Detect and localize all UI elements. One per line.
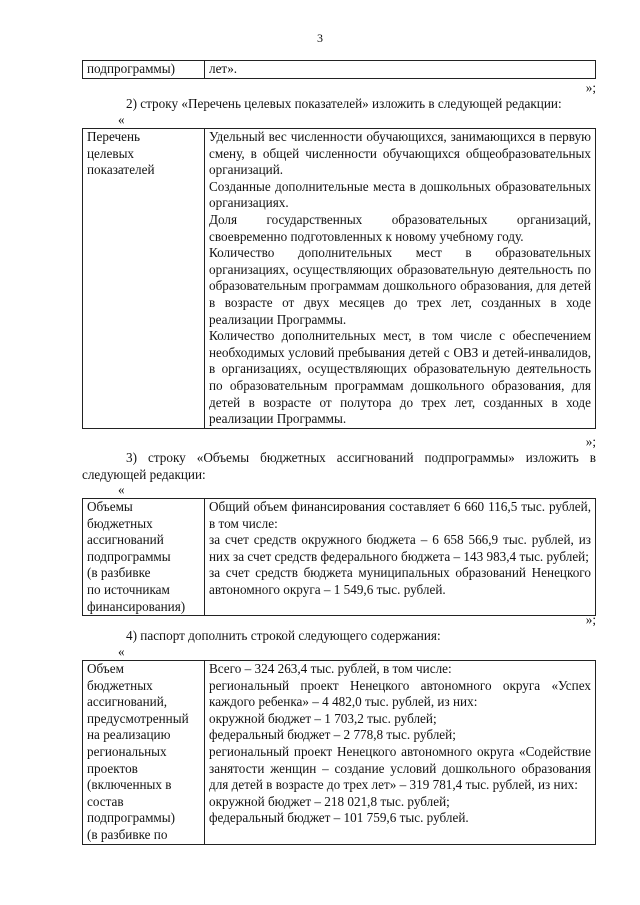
indicator-paragraph: Количество дополнительных мест, в том числе с обеспечением необходимых условий пребывания детей с ОВЗ и детей-инвалидов, в организациях, осуществляющих образовательную деятельность по образовательным программам дошкольного образования, для детей в возрасте от полутора до трех лет, созданных в ходе реализации Программы. <box>209 328 591 427</box>
budget-left-line: Объемы <box>87 499 133 514</box>
indicators-left-line: Перечень <box>87 129 141 144</box>
indicator-paragraph: Созданные дополнительные места в дошкольных образовательных организациях. <box>209 178 591 211</box>
budget-left-line: по источникам <box>87 581 170 597</box>
indicator-paragraph: Удельный вес численности обучающихся, занимающихся в первую смену, в общей численности обучающихся общеобразовательных организаций. <box>209 129 591 178</box>
regional-left-line: проектов <box>87 760 138 776</box>
opening-quote-2: « <box>118 112 125 127</box>
regional-left-line: (включенных в <box>87 777 172 793</box>
page-number: 3 <box>317 31 323 45</box>
table-budget-left <box>83 499 205 616</box>
table-indicators <box>82 128 596 429</box>
table-indicators-left <box>83 129 205 429</box>
table-regional-right <box>205 661 596 845</box>
regional-left-line: подпрограммы) <box>87 810 176 826</box>
regional-left-line: региональных <box>87 743 167 759</box>
regional-left-line: бюджетных <box>87 677 153 693</box>
regional-paragraph: окружной бюджет – 218 021,8 тыс. рублей; <box>209 793 450 809</box>
indicators-left-line: показателей <box>87 162 155 178</box>
regional-left-line: состав <box>87 793 124 809</box>
opening-quote-4: « <box>118 644 125 659</box>
regional-paragraph: Всего – 324 263,4 тыс. рублей, в том числе: <box>209 661 452 676</box>
table-continuation <box>82 60 596 79</box>
table-indicators-right <box>205 129 596 429</box>
budget-left-line: подпрограммы <box>87 548 171 564</box>
table-budget <box>82 498 596 616</box>
regional-left-line: предусмотренный <box>87 710 189 726</box>
item-4-text: 4) паспорт дополнить строкой следующего содержания: <box>126 628 441 643</box>
table-continuation-right: лет». <box>205 61 596 79</box>
indicator-paragraph: Количество дополнительных мест в образовательных организациях, осуществляющих образовательную деятельность по образовательным программам дошкольного образования, для детей в возрасте от двух месяцев до трех лет, созданных в ходе реализации Программы. <box>209 245 591 327</box>
budget-left-line: ассигнований <box>87 532 164 548</box>
budget-left-line: бюджетных <box>87 515 153 531</box>
opening-quote-3: « <box>118 482 125 497</box>
closing-quote-1: »; <box>585 80 596 95</box>
budget-left-line: (в разбивке <box>87 565 151 581</box>
regional-left-line: на реализацию <box>87 727 171 743</box>
item-2-text: 2) строку «Перечень целевых показателей» изложить в следующей редакции: <box>126 96 562 111</box>
regional-paragraph: региональный проект Ненецкого автономного округа «Содействие занятости женщин – создание условий дошкольного образования для детей в возрасте до трех лет» – 319 781,4 тыс. рублей, из них: <box>209 743 591 793</box>
closing-quote-2: »; <box>585 434 596 449</box>
item-3-text: 3) строку «Объемы бюджетных ассигнований подпрограммы» изложить в следующей редакции: <box>82 450 596 482</box>
indicator-paragraph: Доля государственных образовательных организаций, своевременно подготовленных к новому учебному году. <box>209 211 591 244</box>
table-budget-right <box>205 499 596 616</box>
regional-paragraph: федеральный бюджет – 101 759,6 тыс. рублей. <box>209 810 469 826</box>
regional-paragraph: региональный проект Ненецкого автономного округа «Успех каждого ребенка» – 4 482,0 тыс. рублей, из них: <box>209 677 591 710</box>
budget-left-line: финансирования) <box>87 598 186 614</box>
budget-paragraph: за счет средств окружного бюджета – 6 658 566,9 тыс. рублей, из них за счет средств федерального бюджета – 143 983,4 тыс. рублей; <box>209 532 591 564</box>
closing-quote-3: »; <box>585 612 596 627</box>
regional-left-line: Объем <box>87 661 124 676</box>
regional-paragraph: федеральный бюджет – 2 778,8 тыс. рублей; <box>209 727 456 743</box>
budget-paragraph: Общий объем финансирования составляет 6 660 116,5 тыс. рублей, в том числе: <box>209 499 591 531</box>
regional-left-line: ассигнований, <box>87 694 168 710</box>
regional-paragraph: окружной бюджет – 1 703,2 тыс. рублей; <box>209 710 437 726</box>
table-regional-left <box>83 661 205 845</box>
budget-paragraph: за счет средств бюджета муниципальных образований Ненецкого автономного округа – 1 549,6 тыс. рублей. <box>209 565 591 597</box>
table-regional <box>82 660 596 845</box>
regional-left-line: (в разбивке по <box>87 826 168 842</box>
table-continuation-left: подпрограммы) <box>83 61 205 79</box>
indicators-left-line: целевых <box>87 145 135 161</box>
